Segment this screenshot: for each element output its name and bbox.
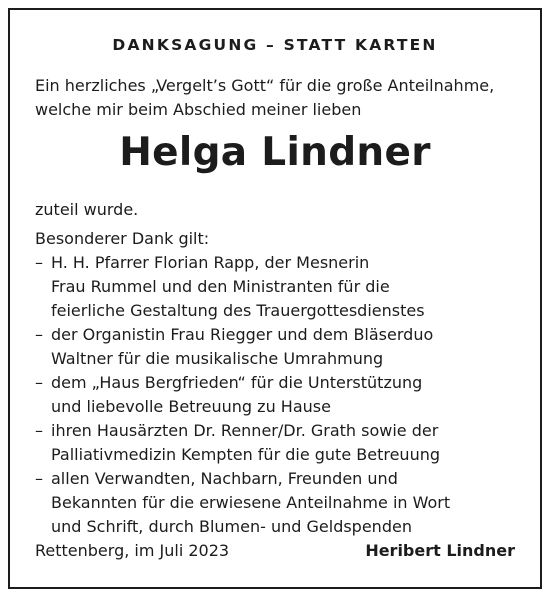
thanks-item [35, 467, 535, 539]
thanks-item-line: und Schrift, durch Blumen- und Geldspenden [51, 517, 412, 536]
thanks-item-line: dem „Haus Bergfrieden“ für die Unterstützung [51, 373, 423, 392]
intro-line: welche mir beim Abschied meiner lieben [35, 100, 362, 119]
list-dash: – [35, 325, 43, 344]
list-dash: – [35, 469, 43, 488]
thanks-item [35, 371, 535, 419]
thanks-item [35, 323, 535, 371]
thanks-item [35, 251, 535, 323]
thanks-item-line: feierliche Gestaltung des Trauergottesdienstes [51, 301, 425, 320]
list-dash: – [35, 253, 43, 272]
thanks-body [35, 198, 535, 539]
deceased-name: Helga Lindner [119, 130, 431, 175]
place-date: Rettenberg, im Juli 2023 [35, 541, 230, 560]
thanks-item-line: Bekannten für die erwiesene Anteilnahme in Wort [51, 493, 451, 512]
thanks-item-line: H. H. Pfarrer Florian Rapp, der Mesnerin [51, 253, 370, 272]
thanks-item-line: Frau Rummel und den Ministranten für die [51, 277, 390, 296]
thanks-item-line: Palliativmedizin Kempten für die gute Betreuung [51, 445, 440, 464]
after-name-text: zuteil wurde. [35, 200, 139, 219]
notice-heading: DANKSAGUNG – STATT KARTEN [112, 36, 438, 54]
list-dash: – [35, 421, 43, 440]
thanks-item-line: allen Verwandten, Nachbarn, Freunden und [51, 469, 398, 488]
thanks-item-line: ihren Hausärzten Dr. Renner/Dr. Grath sowie der [51, 421, 439, 440]
thanks-item [35, 419, 535, 467]
special-thanks-label: Besonderer Dank gilt: [35, 229, 210, 248]
thanks-item-line: Waltner für die musikalische Umrahmung [51, 349, 384, 368]
intro-text [35, 74, 535, 122]
thanks-list [35, 251, 535, 539]
signer-name: Heribert Lindner [365, 541, 515, 560]
thanks-item-line: der Organistin Frau Riegger und dem Bläserduo [51, 325, 434, 344]
intro-line: Ein herzliches „Vergelt’s Gott“ für die große Anteilnahme, [35, 76, 495, 95]
list-dash: – [35, 373, 43, 392]
thanks-item-line: und liebevolle Betreuung zu Hause [51, 397, 331, 416]
